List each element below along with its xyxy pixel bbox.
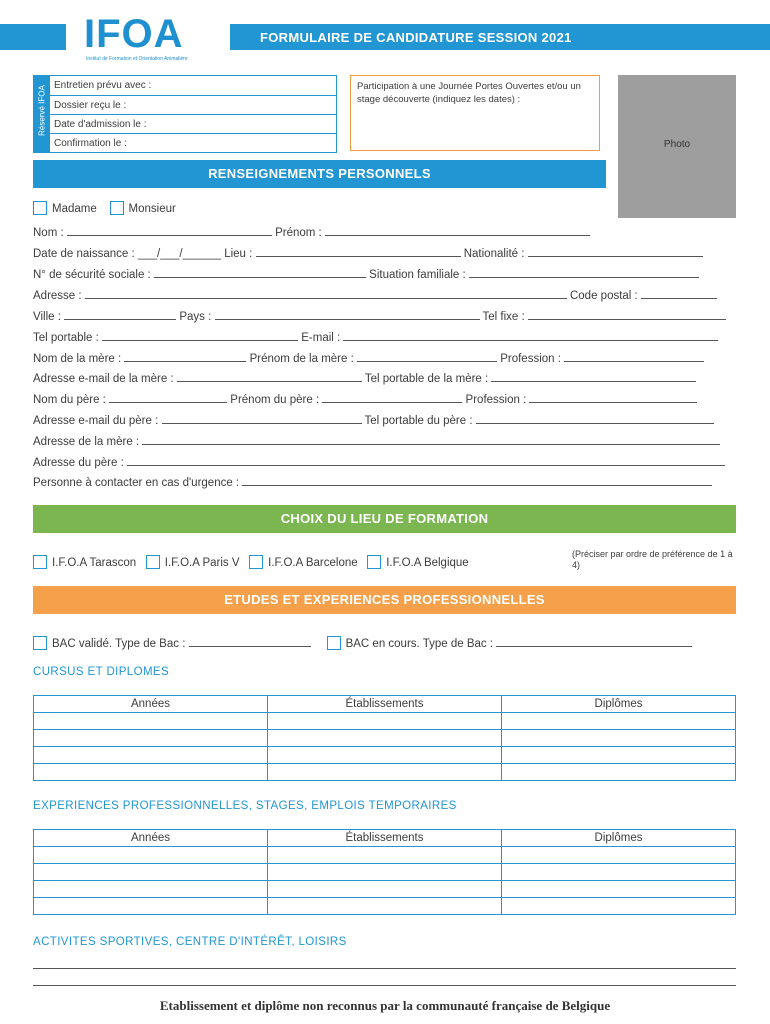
tel-fixe-field[interactable] — [528, 308, 726, 320]
table-row — [34, 881, 736, 898]
experiences-table — [33, 829, 736, 915]
row-ville: Ville : Pays : Tel fixe : — [33, 308, 736, 324]
label-monsieur: Monsieur — [128, 203, 176, 215]
table-cell[interactable] — [34, 898, 268, 915]
tel-mere-field[interactable] — [491, 370, 696, 382]
bac-valide-field[interactable] — [189, 635, 311, 647]
table-row — [34, 898, 736, 915]
photo-label: Photo — [663, 139, 691, 150]
situation-field[interactable] — [469, 266, 699, 278]
row-pere: Nom du père : Prénom du père : Profession : — [33, 391, 736, 407]
reserved-row-admission[interactable]: Date d'admission le : — [50, 114, 336, 133]
table-cell[interactable] — [268, 881, 502, 898]
lieu-field[interactable] — [256, 245, 461, 257]
checkbox-belgique[interactable] — [367, 555, 381, 569]
table-row — [34, 764, 736, 781]
section-location: CHOIX DU LIEU DE FORMATION — [33, 505, 736, 533]
table-cell[interactable] — [502, 847, 736, 864]
nom-mere-field[interactable] — [124, 350, 246, 362]
cursus-table — [33, 695, 736, 781]
profession-mere-field[interactable] — [564, 350, 704, 362]
bac-en-cours-field[interactable] — [496, 635, 692, 647]
table-cell[interactable] — [268, 730, 502, 747]
header-bar-left — [0, 24, 66, 50]
col-diplomes: Diplômes — [502, 696, 736, 713]
section-personal: RENSEIGNEMENTS PERSONNELS — [33, 160, 606, 188]
table-row — [34, 713, 736, 730]
checkbox-madame[interactable] — [33, 201, 47, 215]
locations-row: I.F.O.A Tarascon I.F.O.A Paris V I.F.O.A Barcelone I.F.O.A Belgique — [33, 555, 573, 571]
label-madame: Madame — [52, 203, 97, 215]
prenom-field[interactable] — [325, 224, 590, 236]
row-email-pere: Adresse e-mail du père : Tel portable du père : — [33, 412, 736, 428]
cursus-heading: CURSUS ET DIPLOMES — [33, 666, 170, 678]
table-cell[interactable] — [268, 713, 502, 730]
pays-field[interactable] — [215, 308, 480, 320]
reserved-ifoa-box — [33, 75, 337, 153]
table-cell[interactable] — [502, 881, 736, 898]
table-cell[interactable] — [502, 713, 736, 730]
activites-line-2[interactable] — [33, 985, 736, 986]
row-email-mere: Adresse e-mail de la mère : Tel portable de la mère : — [33, 370, 736, 386]
form-title: FORMULAIRE DE CANDIDATURE SESSION 2021 — [260, 30, 572, 45]
bac-row: BAC validé. Type de Bac : BAC en cours. Type de Bac : — [33, 635, 736, 651]
activites-line-1[interactable] — [33, 968, 736, 969]
ifoa-logo — [84, 12, 206, 62]
table-cell[interactable] — [502, 898, 736, 915]
table-header-row — [34, 696, 736, 713]
reserved-row-entretien[interactable]: Entretien prévu avec : — [54, 80, 152, 91]
row-naissance: Date de naissance : ___/___/______ Lieu : Nationalité : — [33, 245, 736, 261]
table-cell[interactable] — [34, 881, 268, 898]
locations-note: (Préciser par ordre de préférence de 1 à 4) — [572, 549, 733, 570]
table-cell[interactable] — [34, 747, 268, 764]
checkbox-monsieur[interactable] — [110, 201, 124, 215]
email-field[interactable] — [343, 329, 718, 341]
adresse-field[interactable] — [85, 287, 567, 299]
tel-pere-field[interactable] — [476, 412, 714, 424]
table-cell[interactable] — [268, 864, 502, 881]
adresse-pere-field[interactable] — [127, 454, 725, 466]
reserved-row-dossier[interactable]: Dossier reçu le : — [50, 95, 336, 114]
photo-placeholder[interactable] — [618, 75, 736, 218]
table-row — [34, 730, 736, 747]
reserved-row-confirmation[interactable]: Confirmation le : — [50, 133, 336, 152]
date-naissance-field[interactable]: Date de naissance : ___/___/______ — [33, 248, 221, 260]
reserved-side-label: Réservé IFOA — [34, 76, 50, 152]
table-cell[interactable] — [34, 713, 268, 730]
nom-pere-field[interactable] — [109, 391, 227, 403]
ville-field[interactable] — [64, 308, 176, 320]
activites-heading: ACTIVITES SPORTIVES, CENTRE D'INTÉRÊT, LOISIRS — [33, 936, 347, 948]
col-diplomes: Diplômes — [502, 830, 736, 847]
table-cell[interactable] — [34, 764, 268, 781]
civility-row — [33, 201, 736, 217]
col-etablissements: Établissements — [268, 830, 502, 847]
participation-box[interactable]: Participation à une Journée Portes Ouvertes et/ou un stage découverte (indiquez les dates) : — [350, 75, 600, 151]
experiences-heading: EXPERIENCES PROFESSIONNELLES, STAGES, EMPLOIS TEMPORAIRES — [33, 800, 457, 812]
checkbox-tarascon[interactable] — [33, 555, 47, 569]
table-header-row — [34, 830, 736, 847]
section-studies: ETUDES ET EXPERIENCES PROFESSIONNELLES — [33, 586, 736, 614]
tel-portable-field[interactable] — [102, 329, 298, 341]
table-cell[interactable] — [34, 864, 268, 881]
nom-field[interactable] — [67, 224, 272, 236]
table-cell[interactable] — [268, 747, 502, 764]
checkbox-bac-valide[interactable] — [33, 636, 47, 650]
checkbox-paris[interactable] — [146, 555, 160, 569]
checkbox-bac-en-cours[interactable] — [327, 636, 341, 650]
row-adresse-pere: Adresse du père : — [33, 454, 736, 470]
table-cell[interactable] — [502, 764, 736, 781]
table-cell[interactable] — [502, 747, 736, 764]
logo-text: IFOA — [84, 12, 184, 56]
footer-note: Etablissement et diplôme non reconnus par la communauté française de Belgique — [159, 998, 611, 1013]
code-postal-field[interactable] — [641, 287, 717, 299]
row-secu: N° de sécurité sociale : Situation familiale : — [33, 266, 736, 282]
urgence-field[interactable] — [242, 474, 712, 486]
checkbox-barcelone[interactable] — [249, 555, 263, 569]
table-row — [34, 864, 736, 881]
row-tel-portable: Tel portable : E-mail : — [33, 329, 736, 345]
logo-subtitle: Institut de Formation et Orientation Animalière — [86, 56, 188, 62]
col-etablissements: Établissements — [268, 696, 502, 713]
secu-field[interactable] — [154, 266, 366, 278]
row-mere: Nom de la mère : Prénom de la mère : Profession : — [33, 350, 736, 366]
table-cell[interactable] — [268, 898, 502, 915]
row-adresse: Adresse : Code postal : — [33, 287, 736, 303]
prenom-mere-field[interactable] — [357, 350, 497, 362]
profession-pere-field[interactable] — [529, 391, 697, 403]
row-urgence: Personne à contacter en cas d'urgence : — [33, 474, 736, 490]
table-cell[interactable] — [502, 864, 736, 881]
col-annees: Années — [34, 696, 268, 713]
table-cell[interactable] — [34, 847, 268, 864]
table-row — [34, 747, 736, 764]
email-pere-field[interactable] — [162, 412, 362, 424]
row-nom: Nom : Prénom : — [33, 224, 736, 240]
col-annees: Années — [34, 830, 268, 847]
adresse-mere-field[interactable] — [142, 433, 720, 445]
table-cell[interactable] — [268, 764, 502, 781]
nationalite-field[interactable] — [528, 245, 703, 257]
email-mere-field[interactable] — [177, 370, 362, 382]
table-cell[interactable] — [268, 847, 502, 864]
row-adresse-mere: Adresse de la mère : — [33, 433, 736, 449]
table-row — [34, 847, 736, 864]
table-cell[interactable] — [34, 730, 268, 747]
table-cell[interactable] — [502, 730, 736, 747]
prenom-pere-field[interactable] — [322, 391, 462, 403]
